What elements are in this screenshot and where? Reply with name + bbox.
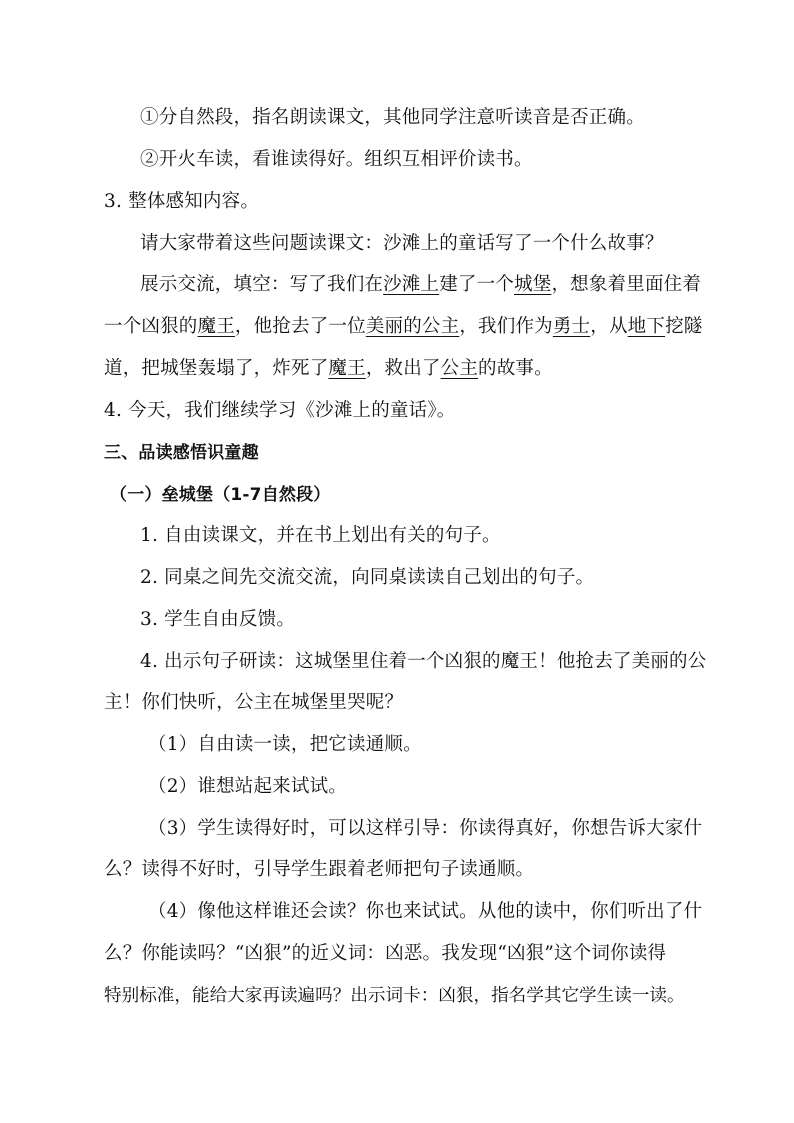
sub-item-2: （2）谁想站起来试试。	[148, 776, 347, 797]
blank-answer: 魔王	[197, 316, 235, 337]
sub-item-3-line1: （3）学生读得好时，可以这样引导：你读得真好，你想告诉大家什	[148, 818, 703, 839]
text-segment: ，从	[590, 316, 628, 337]
text-segment: ，他抢去了一位	[234, 316, 366, 337]
list-item-4-line1: 4. 出示句子研读：这城堡里住着一个凶狠的魔王！他抢去了美丽的公	[140, 651, 707, 672]
text-segment: ，救出了	[365, 358, 441, 379]
section-heading: 三、品读感悟识童趣	[104, 443, 259, 463]
blank-answer: 公主	[440, 358, 479, 379]
blank-answer: 城堡	[514, 274, 552, 295]
paragraph-question: 请大家带着这些问题读课文：沙滩上的童话写了一个什么故事？	[140, 233, 664, 254]
text-segment: 的故事。	[478, 358, 553, 379]
paragraph-fill-blank-line3	[104, 357, 553, 381]
text-segment: 挖隧	[665, 316, 703, 337]
subsection-heading: （一）垒城堡（1-7自然段）	[110, 485, 331, 505]
blank-answer: 沙滩上	[383, 274, 440, 295]
sub-item-3-line2: 么？读得不好时，引导学生跟着老师把句子读通顺。	[104, 859, 535, 880]
list-item-4-line2: 主！你们快听，公主在城堡里哭呢？	[104, 692, 404, 713]
list-item-3: 3. 学生自由反馈。	[140, 609, 296, 630]
text-segment: ，我们作为	[459, 316, 553, 337]
list-item-2: 2. 同桌之间先交流交流，向同桌读读自己划出的句子。	[140, 567, 595, 588]
blank-answer: 勇士	[552, 316, 591, 337]
blank-answer: 地下	[627, 316, 666, 337]
list-item-1: 1. 自由读课文，并在书上划出有关的句子。	[140, 525, 501, 546]
text-segment: 道，把城堡轰塌了，炸死了	[104, 358, 329, 379]
paragraph-fill-blank-line2	[104, 315, 702, 339]
text-segment: 一个凶狠的	[104, 316, 198, 337]
sub-item-1: （1）自由读一读，把它读通顺。	[148, 734, 422, 755]
text-segment: 建了一个	[439, 274, 515, 295]
paragraph-read-by-section: ①分自然段，指名朗读课文，其他同学注意听读音是否正确。	[140, 107, 645, 128]
paragraph-fill-blank-line1	[140, 273, 701, 297]
paragraph-train-reading: ②开火车读，看谁读得好。组织互相评价读书。	[140, 149, 533, 170]
text-segment: ，想象着里面住着	[551, 274, 702, 295]
step-3-heading: 3. 整体感知内容。	[104, 191, 260, 212]
sub-item-4-line1: （4）像他这样谁还会读？你也来试试。从他的读中，你们听出了什	[148, 901, 703, 922]
sub-item-4-line3: 特别标准，能给大家再读遍吗？出示词卡：凶狠，指名学其它学生读一读。	[104, 986, 685, 1006]
blank-answer: 美丽的公主	[365, 316, 460, 337]
text-segment: 展示交流，填空：写了我们在	[140, 274, 384, 295]
step-4-heading: 4. 今天，我们继续学习《沙滩上的童话》。	[104, 400, 456, 421]
blank-answer: 魔王	[328, 358, 366, 379]
sub-item-4-line2: 么？你能读吗？“凶狠”的近义词：凶恶。我发现“凶狠”这个词你读得	[104, 943, 667, 964]
